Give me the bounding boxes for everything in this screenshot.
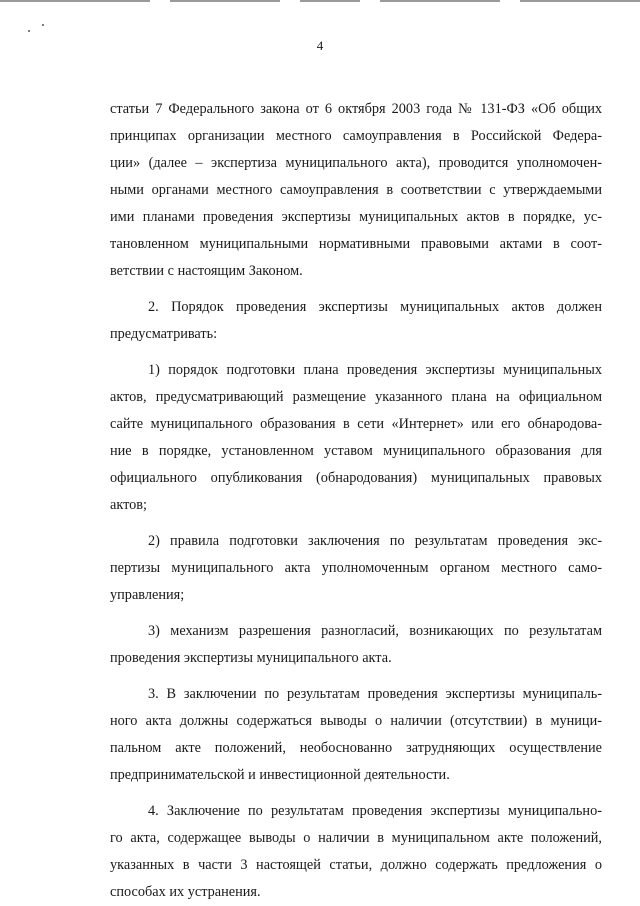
text-line: указанных в части 3 настоящей статьи, должно содержать предложения о [110, 857, 602, 873]
text-line: ими планами проведения экспертизы муниципальных актов в порядке, ус- [110, 209, 602, 225]
text-line: принципах организации местного самоуправления в Российской Федера- [110, 128, 602, 144]
paragraph-clause-3 [110, 681, 602, 789]
text-line: сайте муниципального образования в сети «Интернет» или его обнародова- [110, 416, 602, 432]
text-line: 3. В заключении по результатам проведения экспертизы муниципаль- [148, 686, 602, 702]
paragraph-clause-4 [110, 798, 602, 906]
scan-specks [28, 22, 68, 36]
text-line: статьи 7 Федерального закона от 6 октября 2003 года № 131-ФЗ «Об общих [110, 101, 602, 117]
paragraph-item-2 [110, 528, 602, 609]
text-line: тановленном муниципальными нормативными правовыми актами в соот- [110, 236, 602, 252]
text-line: официального опубликования (обнародования) муниципальных правовых [110, 470, 602, 486]
document-body [110, 96, 602, 906]
text-line: 3) механизм разрешения разногласий, возникающих по результатам [148, 623, 602, 639]
text-line: 2. Порядок проведения экспертизы муниципальных актов должен [148, 299, 602, 315]
text-line: способах их устранения. [110, 884, 261, 900]
text-line: предусматривать: [110, 326, 218, 342]
text-line: проведения экспертизы муниципального акта. [110, 650, 392, 666]
text-line: 2) правила подготовки заключения по результатам проведения экс- [148, 533, 602, 549]
text-line: ние в порядке, установленном уставом муниципального образования для [110, 443, 602, 459]
text-line: 1) порядок подготовки плана проведения экспертизы муниципальных [148, 362, 602, 378]
paragraph-article-intro [110, 96, 602, 285]
text-line: пальном акте положений, необоснованно затрудняющих осуществление [110, 740, 602, 756]
text-line: предпринимательской и инвестиционной деятельности. [110, 767, 450, 783]
text-line: ции» (далее – экспертиза муниципального акта), проводится уполномочен- [110, 155, 602, 171]
text-line: управления; [110, 587, 185, 603]
text-line: ными органами местного самоуправления в соответствии с утверждаемыми [110, 182, 602, 198]
paragraph-clause-2 [110, 294, 602, 348]
text-line: актов, предусматривающий размещение указанного плана на официальном [110, 389, 602, 405]
paragraph-item-1 [110, 357, 602, 519]
text-line: 4. Заключение по результатам проведения экспертизы муниципально- [148, 803, 602, 819]
text-line: ного акта должны содержаться выводы о наличии (отсутствии) в муници- [110, 713, 602, 729]
text-line: актов; [110, 497, 148, 513]
scan-top-edge [0, 0, 640, 3]
text-line: пертизы муниципального акта уполномоченным органом местного само- [110, 560, 602, 576]
text-line: го акта, содержащее выводы о наличии в муниципальном акте положений, [110, 830, 602, 846]
page-number: 4 [316, 38, 324, 53]
paragraph-item-3 [110, 618, 602, 672]
text-line: ветствии с настоящим Законом. [110, 263, 303, 279]
